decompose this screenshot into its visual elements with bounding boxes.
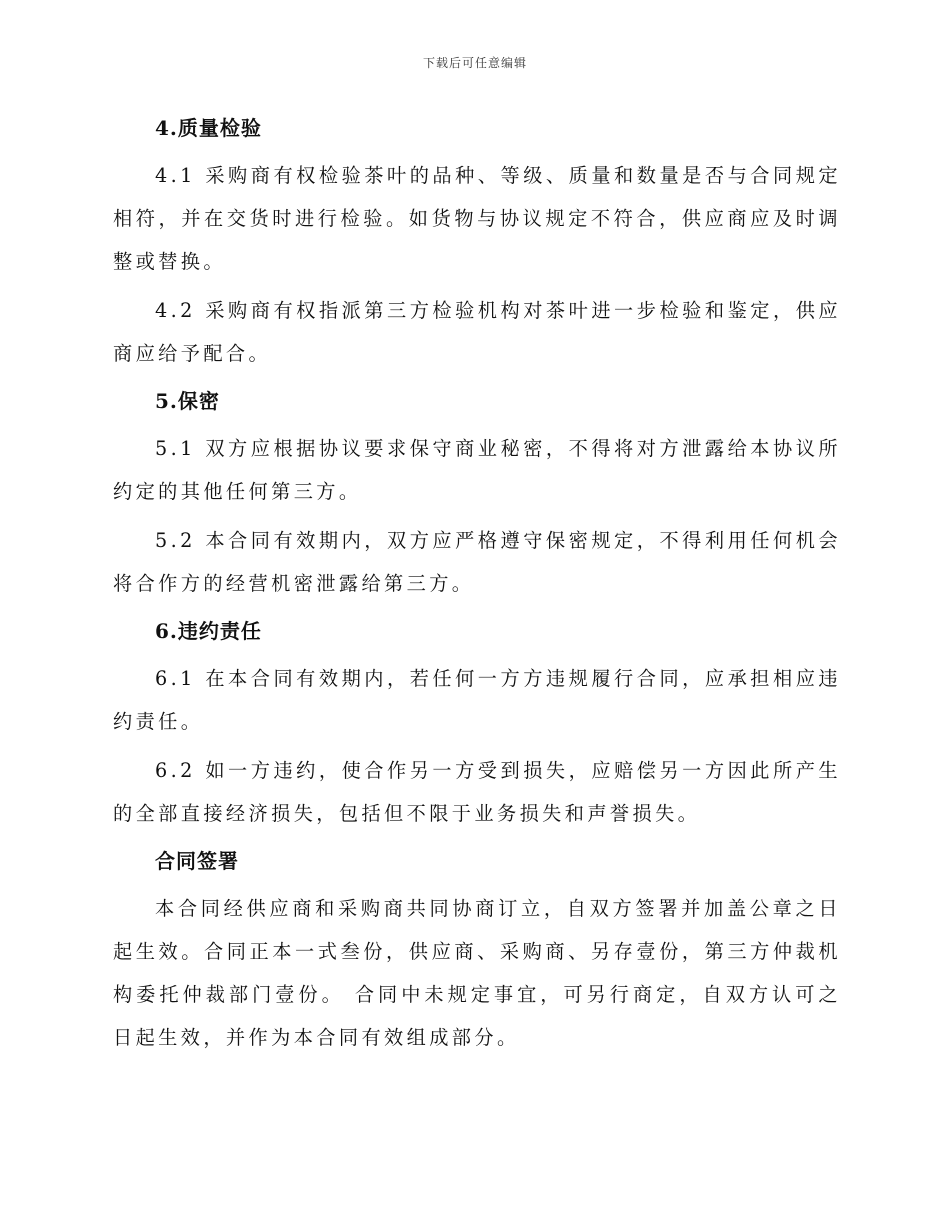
section-quality-inspection: [113, 108, 841, 375]
paragraph: 4.2 采购商有权指派第三方检验机构对茶叶进一步检验和鉴定，供应商应给予配合。: [113, 299, 841, 365]
paragraph: 5.1 双方应根据协议要求保守商业秘密，不得将对方泄露给本协议所约定的其他任何第三方。: [113, 437, 841, 503]
section-heading: 5.保密: [155, 389, 220, 413]
section-heading: 合同签署: [155, 849, 239, 873]
section-breach-liability: [113, 611, 841, 835]
section-heading: 4.质量检验: [155, 116, 262, 140]
paragraph: 本合同经供应商和采购商共同协商订立，自双方签署并加盖公章之日起生效。合同正本一式叁份，供应商、采购商、另存壹份，第三方仲裁机构委托仲裁部门壹份。 合同中未规定事宜，可另行商定，自双方认可之日起生效，并作为本合同有效组成部分。: [113, 897, 841, 1049]
paragraph: 6.2 如一方违约，使合作另一方受到损失，应赔偿另一方因此所产生的全部直接经济损失，包括但不限于业务损失和声誉损失。: [113, 759, 841, 825]
paragraph: 5.2 本合同有效期内，双方应严格遵守保密规定，不得利用任何机会将合作方的经营机密泄露给第三方。: [113, 529, 841, 595]
document-body: [113, 108, 841, 1059]
section-contract-signing: [113, 841, 841, 1059]
paragraph: 4.1 采购商有权检验茶叶的品种、等级、质量和数量是否与合同规定相符，并在交货时进行检验。如货物与协议规定不符合，供应商应及时调整或替换。: [113, 164, 841, 273]
section-heading: 6.违约责任: [155, 619, 262, 643]
section-confidentiality: [113, 381, 841, 605]
paragraph: 6.1 在本合同有效期内，若任何一方方违规履行合同，应承担相应违约责任。: [113, 667, 841, 733]
page-header: 下载后可任意编辑: [422, 56, 527, 70]
